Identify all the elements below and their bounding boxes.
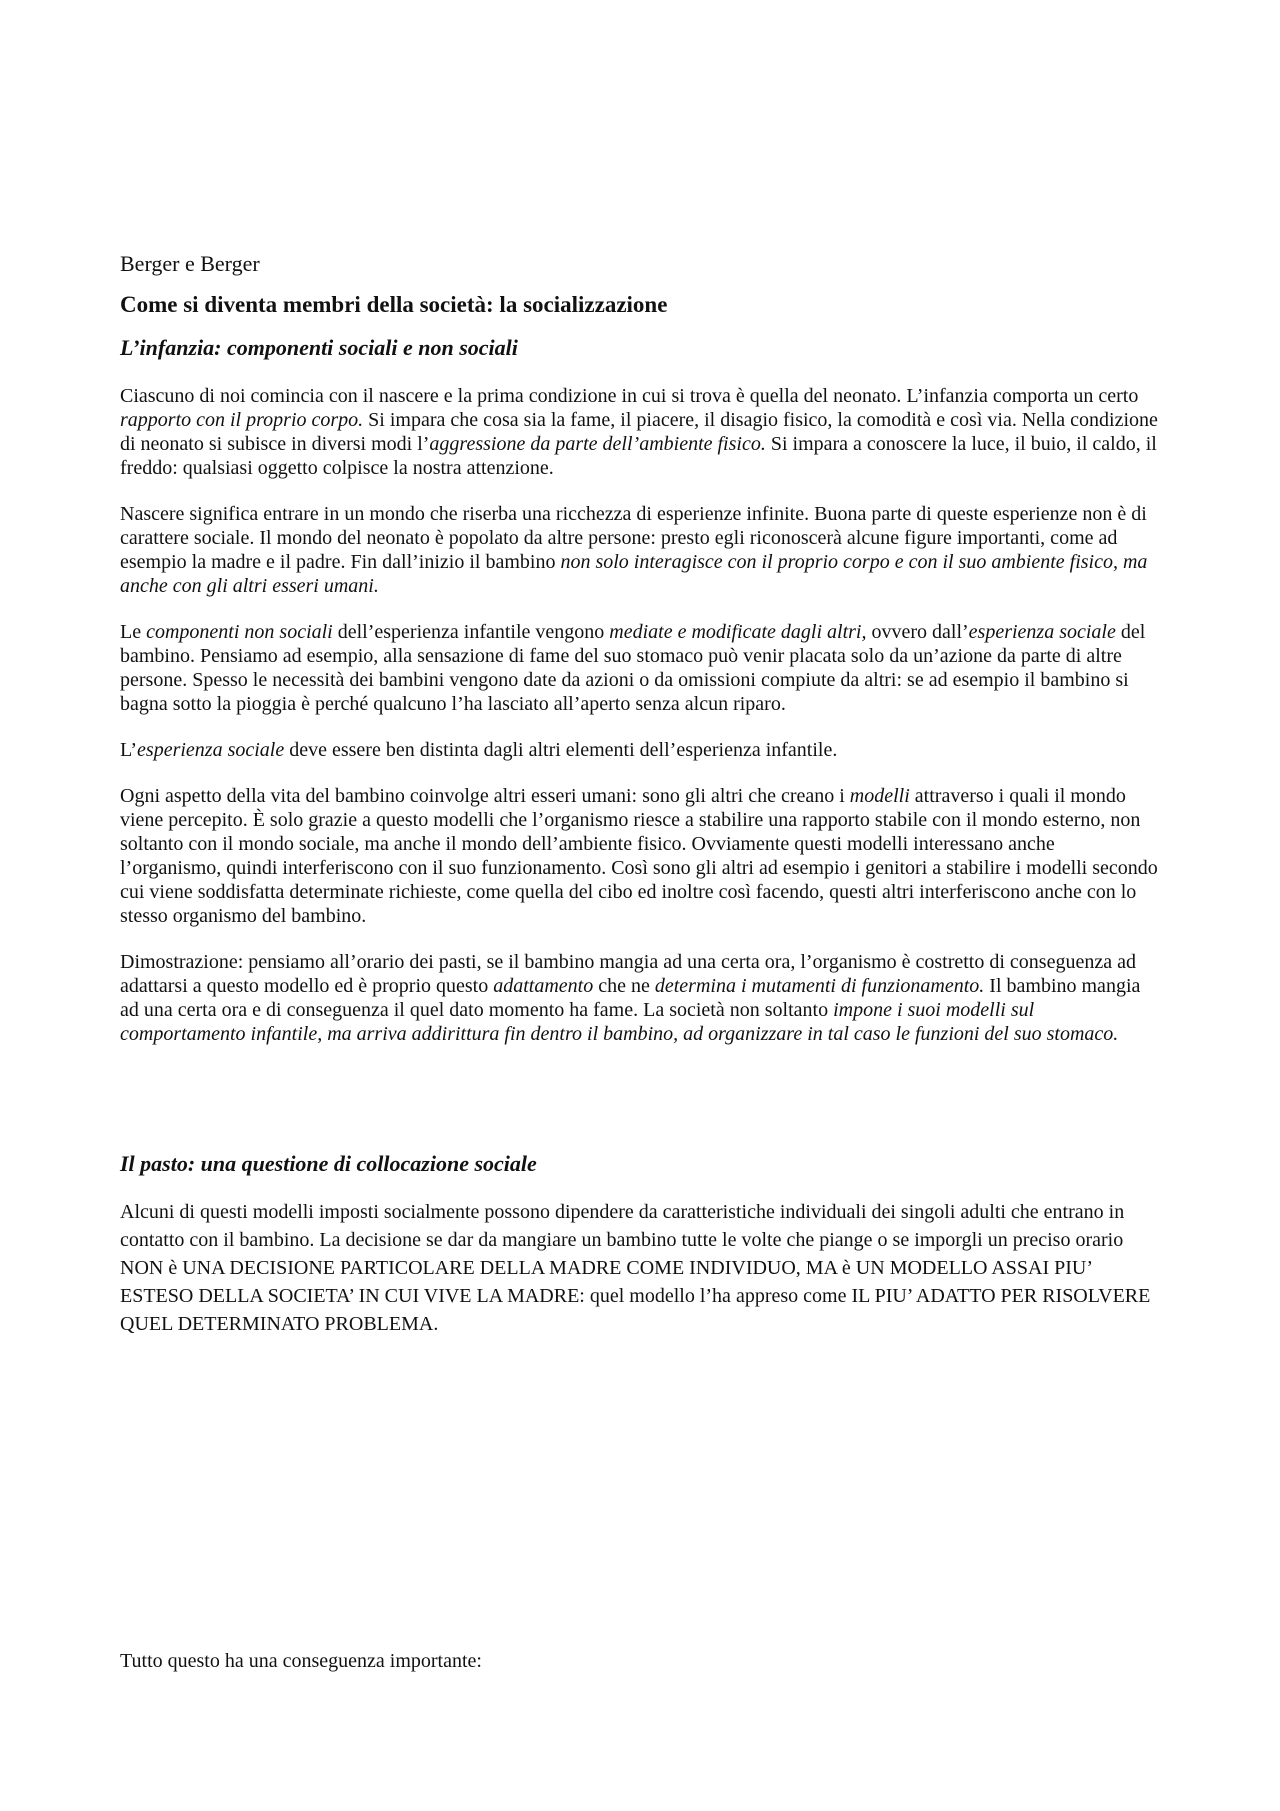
paragraph-4 <box>120 738 1160 762</box>
paragraph-2-emph-b: non solo interagisce con il proprio corpo e con il suo ambiente fisico, ma anche con gli altri esseri umani. <box>120 551 1148 597</box>
paragraph-6 <box>120 950 1160 1046</box>
paragraph-3-emph-d: mediate e modificate dagli altri, <box>609 621 867 643</box>
section-infanzia <box>120 250 1160 1068</box>
closing-line: Tutto questo ha una conseguenza importante: <box>120 1650 482 1672</box>
paragraph-6-text-a: Dimostrazione: pensiamo all’orario dei pasti, se il bambino mangia ad una certa ora, l’organismo è costretto di conseguenza ad adattarsi a questo modello ed è proprio questo <box>120 951 1136 997</box>
paragraph-3-text-e: ovvero dall’ <box>866 621 969 643</box>
paragraph-5-text-a: Ogni aspetto della vita del bambino coinvolge altri esseri umani: sono gli altri che creano i <box>120 785 850 807</box>
paragraph-6-emph-d: determina i mutamenti di funzionamento. <box>654 975 985 997</box>
paragraph-1-emph-b: rapporto con il proprio corpo. <box>120 409 364 431</box>
paragraph-3-emph-b: componenti non sociali <box>146 621 333 643</box>
paragraph-3-text-g: del bambino. Pensiamo ad esempio, alla sensazione di fame del suo stomaco può venir placata solo da un’azione da parte di altre persone. Spesso le necessità dei bambini vengono date da azioni o da omissioni compiute da altri: se ad esempio il bambino si bagna sotto la pioggia è perché qualcuno l’ha lasciato all’aperto senza alcun riparo. <box>120 621 1146 715</box>
paragraph-1-text-c: Si impara che cosa sia la fame, il piacere, il disagio fisico, la comodità e così via. Nella condizione di neonato si subisce in diversi modi l’ <box>120 409 1158 455</box>
paragraph-6-text-c: che ne <box>593 975 655 997</box>
paragraph-4-text-c: deve essere ben distinta dagli altri elementi dell’esperienza infantile. <box>284 739 838 761</box>
section-heading-infanzia: L’infanzia: componenti sociali e non sociali <box>120 335 518 360</box>
paragraph-3-emph-f: esperienza sociale <box>968 621 1116 643</box>
paragraph-6-emph-b: adattamento <box>493 975 594 997</box>
paragraph-3-text-c: dell’esperienza infantile vengono <box>332 621 610 643</box>
paragraph-1 <box>120 384 1160 480</box>
paragraph-2 <box>120 502 1160 598</box>
paragraph-5-text-c: attraverso i quali il mondo viene percepito. È solo grazie a questo modelli che l’organismo riesce a stabilire una rapporto stabile con il mondo esterno, non soltanto con il mondo sociale, ma anche il mondo dell’ambiente fisico. Ovviamente questi modelli interessano anche l’organismo, quindi interferiscono con il suo funzionamento. Così sono gli altri ad esempio i genitori a stabilire i modelli secondo cui viene soddisfatta determinate richieste, come quella del cibo ed inoltre così facendo, questi altri interferiscono anche con lo stesso organismo del bambino. <box>120 785 1158 927</box>
section-pasto <box>120 1150 1160 1338</box>
paragraph-6-emph-f: impone i suoi modelli sul comportamento infantile, ma arriva addirittura fin dentro il bambino, ad organizzare in tal caso le funzioni del suo stomaco. <box>120 999 1119 1045</box>
document-title: Come si diventa membri della società: la socializzazione <box>120 292 668 317</box>
paragraph-2-text-a: Nascere significa entrare in un mondo che riserba una ricchezza di esperienze infinite. Buona parte di queste esperienze non è di carattere sociale. Il mondo del neonato è popolato da altre persone: presto egli riconoscerà alcune figure importanti, come ad esempio la madre e il padre. Fin dall’inizio il bambino <box>120 503 1147 573</box>
author-line: Berger e Berger <box>120 251 260 276</box>
section-heading-pasto: Il pasto: una questione di collocazione sociale <box>120 1151 537 1176</box>
paragraph-1-text-a: Ciascuno di noi comincia con il nascere e la prima condizione in cui si trova è quella del neonato. L’infanzia comporta un certo <box>120 385 1139 407</box>
paragraph-4-text-a: L’ <box>120 739 138 761</box>
paragraph-5-emph-b: modelli <box>849 785 910 807</box>
paragraph-4-emph-b: esperienza sociale <box>137 739 285 761</box>
paragraph-1-emph-d: aggressione da parte dell’ambiente fisico. <box>429 433 766 455</box>
paragraph-3 <box>120 620 1160 716</box>
paragraph-7: Alcuni di questi modelli imposti socialmente possono dipendere da caratteristiche individuali dei singoli adulti che entrano in contatto con il bambino. La decisione se dar da mangiare un bambino tutte le volte che piange o se imporgli un preciso orario NON è UNA DECISIONE PARTICOLARE DELLA MADRE COME INDIVIDUO, MA è UN MODELLO ASSAI PIU’ ESTESO DELLA SOCIETA’ IN CUI VIVE LA MADRE: quel modello l’ha appreso come IL PIU’ ADATTO PER RISOLVERE QUEL DETERMINATO PROBLEMA. <box>120 1201 1151 1335</box>
paragraph-5 <box>120 784 1160 928</box>
paragraph-3-text-a: Le <box>120 621 147 643</box>
paragraph-1-text-e: Si impara a conoscere la luce, il buio, il caldo, il freddo: qualsiasi oggetto colpisce la nostra attenzione. <box>120 433 1157 479</box>
paragraph-6-text-e: Il bambino mangia ad una certa ora e di conseguenza il quel dato momento ha fame. La società non soltanto <box>120 975 1141 1021</box>
